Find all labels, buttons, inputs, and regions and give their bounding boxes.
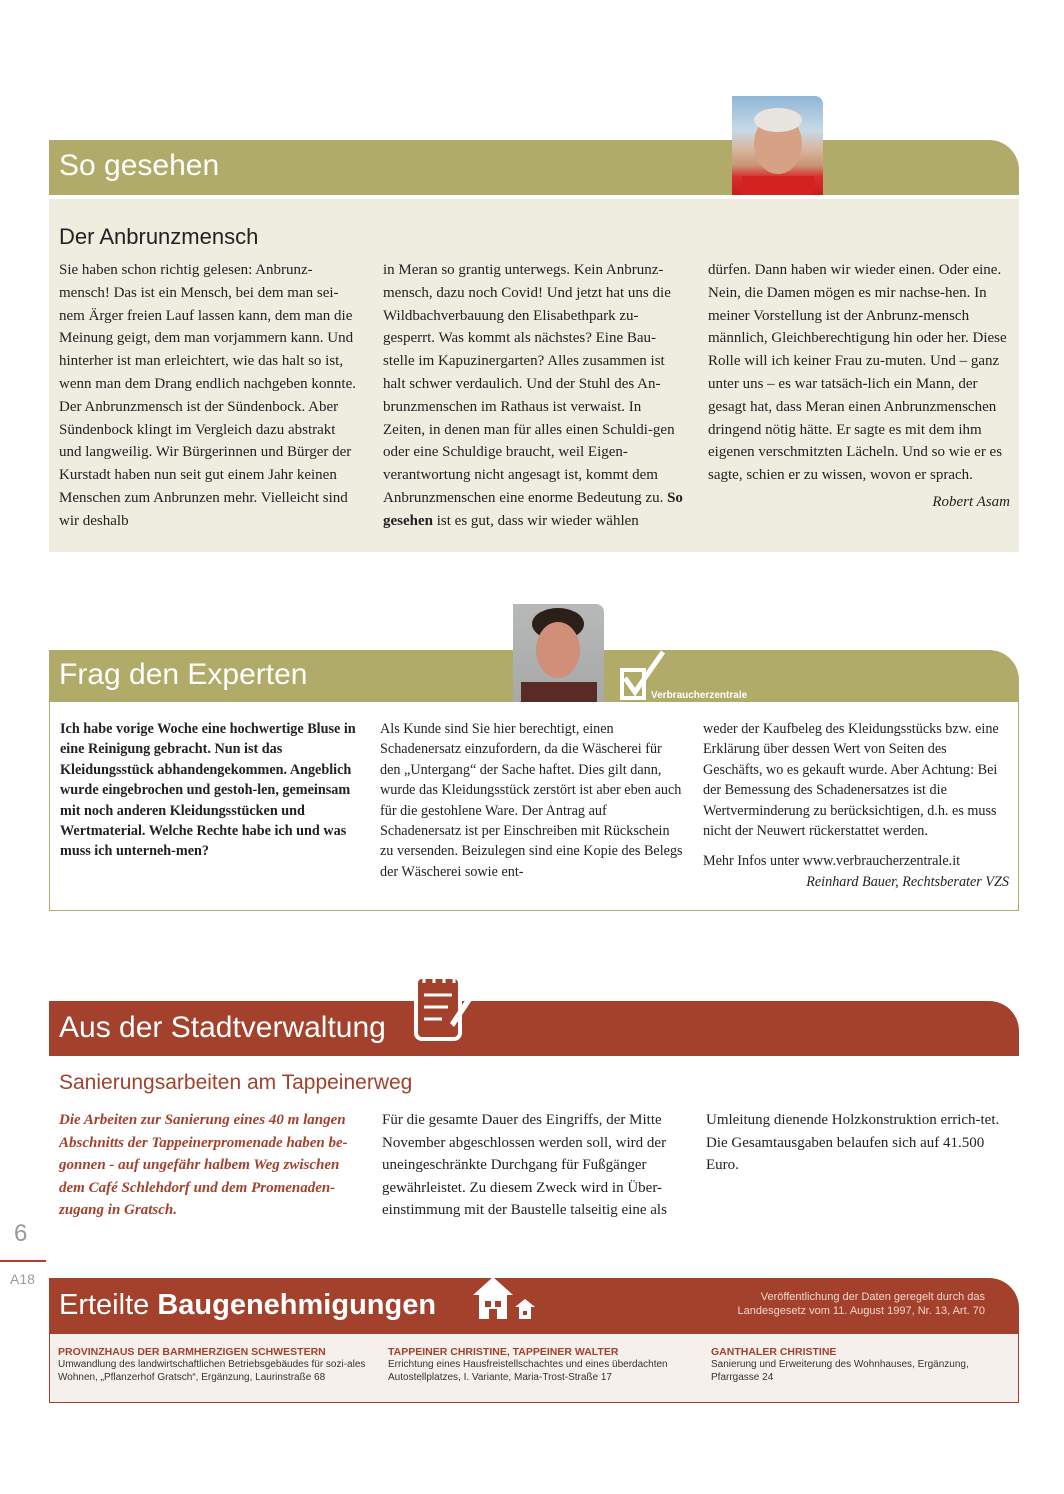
so-gesehen-header-title: So gesehen — [59, 149, 220, 182]
permit-entry — [58, 1346, 380, 1384]
stadtverwaltung-column-2: Für die gesamte Dauer des Eingriffs, der Mitte November abgeschlossen werden soll, wird der uneingeschränkte Durchgang für Fußgänger gewährleistet. Zu diesem Zweck wird in Über-einstimmung mit der Baustelle talseitig eine als — [382, 1112, 667, 1219]
author-photo — [732, 96, 823, 195]
expert-question: Ich habe vorige Woche eine hochwertige Bluse in eine Reinigung gebracht. Nun ist das Kleidungsstück abhandengekommen. Angeblich wurde eingebrochen und gestoh-len, gemeinsam mit noch anderen Kleidungsstücken und Wertmaterial. Welche Rechte habe ich und was muss ich unterneh-men? — [60, 721, 356, 860]
header-bold-text: Baugenehmigungen — [157, 1289, 437, 1321]
article-column-1 — [59, 259, 356, 533]
article-text-main: in Meran so grantig unterwegs. Kein Anbrunz-mensch, dazu noch Covid! Und jetzt hat uns die Wildbachverbauung den Elisabethpark zu-gesperrt. Was kommt als nächstes? Eine Bau-stelle im Kapuzinergarten? Alles zusammen ist halt schwer verdaulich. Und der Stuhl des An-brunzmenschen im Rathaus ist verwaist. In Zeiten, in denen man für alles einen Schuldi-gen oder eine Schuldige braucht, weil Eigen-verantwortung nicht angesagt ist, kommt dem Anbrunzmenschen eine enorme Bedeutung zu. — [383, 262, 675, 506]
logo-text: Verbraucherzentrale — [651, 690, 748, 701]
baugenehmigungen-header — [49, 1278, 1019, 1334]
article-author: Robert Asam — [932, 493, 1010, 510]
permit-holder: PROVINZHAUS DER BARMHERZIGEN SCHWESTERN — [58, 1346, 326, 1358]
so-gesehen-header — [49, 140, 1019, 195]
experten-box — [49, 702, 1019, 911]
expert-answer-column-1: Als Kunde sind Sie hier berechtigt, einen Schadenersatz einzufordern, da die Wäscherei für den „Untergang“ der Sache haftet. Dies gilt dann, wurde das Kleidungsstück zerstört ist aber eben auch für die gestohlene Ware. Der Antrag auf Schadenersatz ist per Einschreiben mit Rückschein zu versenden. Beizulegen sind eine Kopie des Belegs der Wäscherei sowie ent- — [380, 721, 683, 880]
portrait-illustration — [732, 96, 823, 195]
article-column-2 — [383, 259, 687, 533]
so-gesehen-box — [49, 199, 1019, 552]
permit-entry — [388, 1346, 698, 1384]
header-light-text: Erteilte — [59, 1289, 158, 1321]
verbraucherzentrale-logo — [619, 650, 769, 702]
baugenehmigungen-header-title — [59, 1289, 436, 1322]
baugenehmigungen-box — [49, 1334, 1019, 1403]
stadtverwaltung-header — [49, 1001, 1019, 1056]
more-info-link[interactable]: Mehr Infos unter www.verbraucherzentrale.it — [703, 853, 961, 870]
notepad-icon — [408, 967, 480, 1047]
article-text-bold: So gesehen — [383, 489, 683, 529]
permit-holder: GANTHALER CHRISTINE — [711, 1346, 837, 1358]
stadtverwaltung-column-3: Umleitung dienende Holzkonstruktion errich-tet. Die Gesamtausgaben belaufen sich auf 41.500 Euro. — [706, 1112, 1000, 1174]
portrait-illustration — [513, 604, 604, 702]
page-number: 6 — [14, 1220, 28, 1247]
houses-icon — [469, 1273, 539, 1323]
permit-holder: TAPPEINER CHRISTINE, TAPPEINER WALTER — [388, 1346, 619, 1358]
expert-answer-text: weder der Kaufbeleg des Kleidungsstücks bzw. eine Erklärung über dessen Wert von Seiten des Geschäfts, wo es gekauft wurde. Aber Achtung: Bei der Bemessung des Schadenersatzes ist die Wertverminderung zu berücksichtigen, d.h. es muss nicht der Neuwert rückerstattet werden. — [703, 721, 999, 840]
article-text — [383, 259, 687, 533]
permit-description: Umwandlung des landwirtschaftlichen Betriebsgebäudes für sozi-ales Wohnen, „Pflanzerhof Gratsch“, Ergänzung, Laurinstraße 68 — [58, 1359, 366, 1383]
expert-photo — [513, 604, 604, 702]
article-text: Sie haben schon richtig gelesen: Anbrunz-mensch! Das ist ein Mensch, bei dem man sei-nem Ärger freien Lauf lassen kann, dem man die Meinung geigt, dem man vorjammern kann. Und hinterher ist man erleichtert, wie das halt so ist, wenn man dem Drang endlich nachgeben konnte. Der Anbrunzmensch ist der Sündenbock. Aber Sündenbock klingt im Vergleich dazu abstrakt und langweilig. Wir Bürgerinnen und Bürger der Kurstadt haben nun seit gut einem Jahr keinen Menschen zum Anbrunzen mehr. Vielleicht sind wir deshalb — [59, 262, 356, 529]
permit-entry — [711, 1346, 1001, 1384]
article-text: dürfen. Dann haben wir wieder einen. Oder eine. Nein, die Damen mögen es mir nachse-hen. In meiner Vorstellung ist der Anbrunz-mensch männlich, Gleichberechtigung hin oder her. Diese Rolle will ich keiner Frau zu-muten. Und – ganz unter uns – es war tatsäch-lich ein Mann, der gesagt hat, dass Meran einen Anbrunzmenschen dringend nötig hätte. Er sagte es mit dem ihm eigenen verschmitzten Lächeln. Und so wie er es sagte, schien er zu wissen, wovon er sprach. — [708, 262, 1007, 484]
expert-author: Reinhard Bauer, Rechtsberater VZS — [806, 873, 1009, 890]
experten-header-title: Frag den Experten — [59, 658, 308, 691]
article-text-end: ist es gut, dass wir wieder wählen — [433, 512, 639, 529]
legal-note: Veröffentlichung der Daten geregelt durch das Landesgesetz vom 11. August 1997, Nr. 13, Art. 70 — [737, 1291, 985, 1317]
stadtverwaltung-header-title: Aus der Stadtverwaltung — [59, 1011, 386, 1044]
permit-description: Errichtung eines Hausfreistellschachtes und eines überdachten Autostellplatzes, I. Variante, Maria-Trost-Straße 17 — [388, 1359, 668, 1383]
stadtverwaltung-title: Sanierungsarbeiten am Tappeinerweg — [59, 1071, 413, 1094]
expert-answer-column-2 — [703, 719, 1009, 892]
article-title: Der Anbrunzmensch — [59, 224, 259, 249]
page-number-rule — [0, 1260, 46, 1262]
page-code: A18 — [10, 1271, 35, 1287]
article-column-3 — [708, 259, 1010, 514]
stadtverwaltung-lead: Die Arbeiten zur Sanierung eines 40 m langen Abschnitts der Tappeinerpromenade haben be-gonnen - auf ungefähr halbem Weg zwischen dem Café Schlehdorf und dem Promenaden-zugang in Gratsch. — [59, 1112, 348, 1219]
permit-description: Sanierung und Erweiterung des Wohnhauses, Ergänzung, Pfarrgasse 24 — [711, 1359, 969, 1383]
